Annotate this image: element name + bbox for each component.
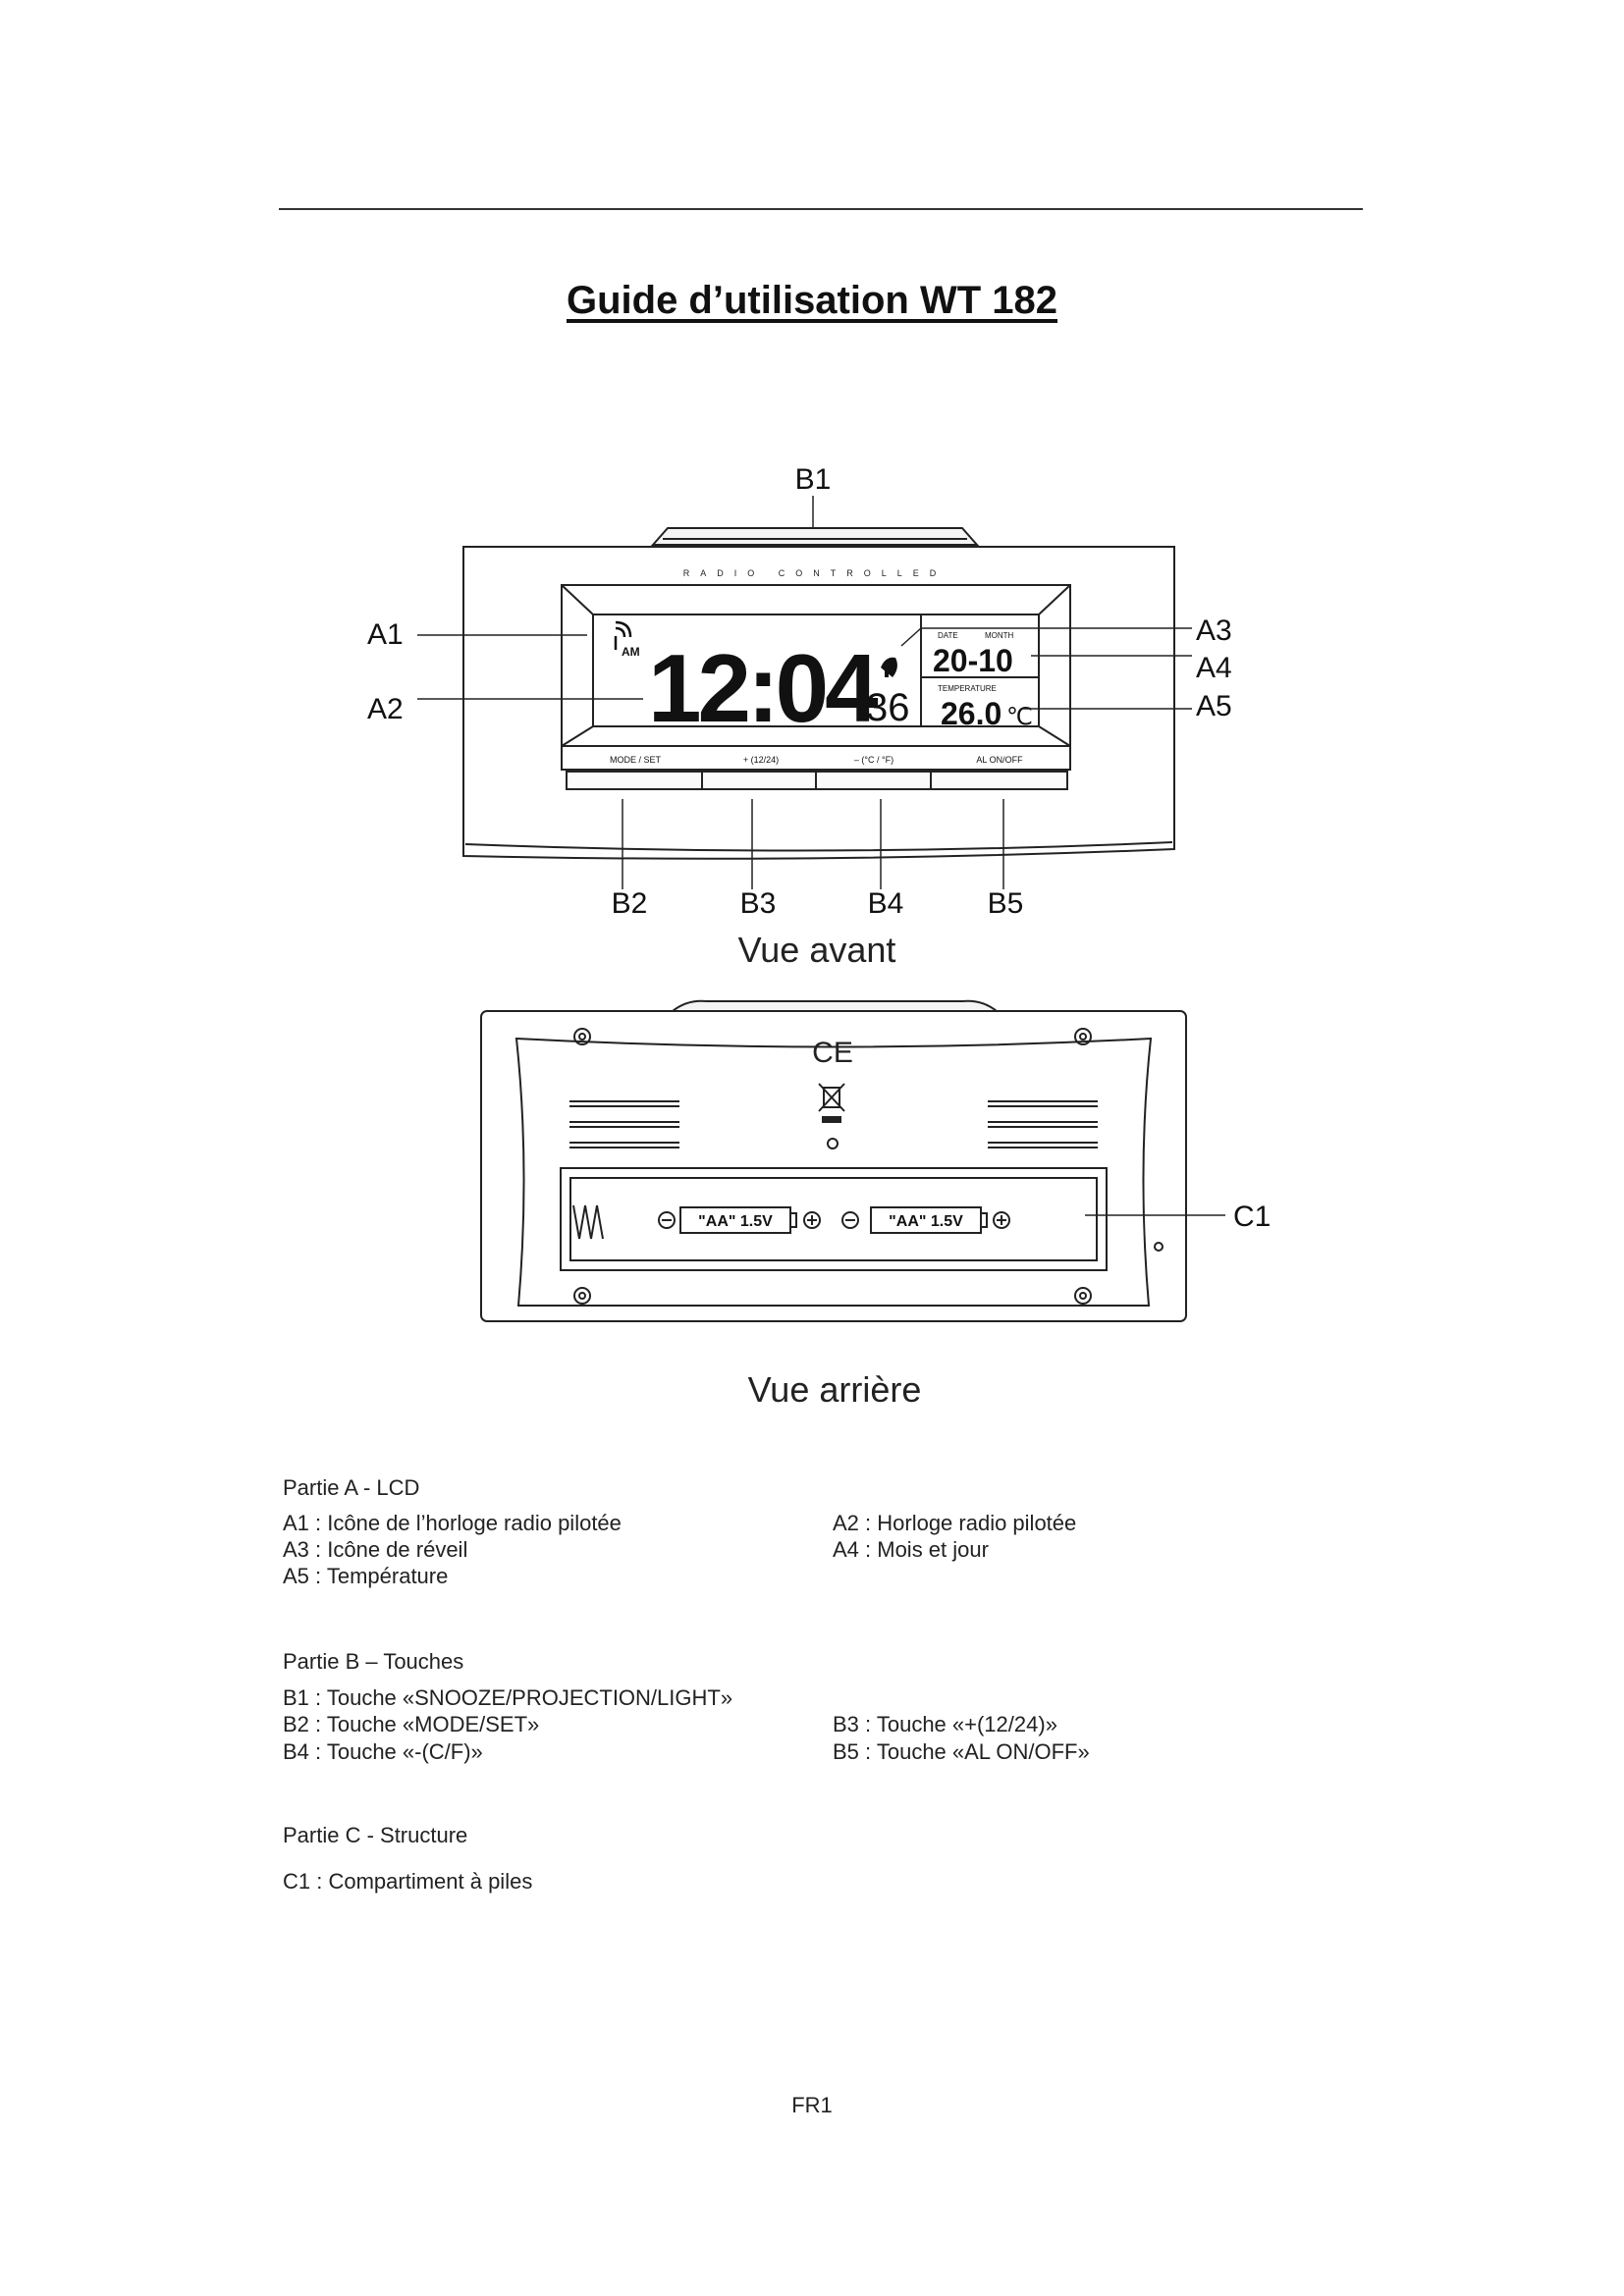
minus-button-label: – (°C / °F) — [853, 755, 894, 765]
seconds-digits: 36 — [866, 686, 910, 729]
callout-a3: A3 — [1196, 614, 1232, 647]
callout-c1: C1 — [1233, 1201, 1272, 1233]
ce-mark: CE — [812, 1037, 853, 1069]
callout-a4: A4 — [1196, 652, 1232, 684]
part-b-item-b5: B5 : Touche «AL ON/OFF» — [833, 1739, 1090, 1764]
document-title: Guide d’utilisation WT 182 — [566, 279, 1058, 322]
callout-a2: A2 — [367, 693, 404, 725]
date-label: DATE — [938, 631, 958, 640]
temperature-label: TEMPERATURE — [938, 684, 997, 693]
date-value: 20-10 — [933, 643, 1013, 678]
part-a-item-a4: A4 : Mois et jour — [833, 1537, 989, 1562]
temperature-value: 26.0 — [941, 696, 1002, 731]
temperature-unit: ℃ — [1006, 704, 1033, 730]
part-a-item-a5: A5 : Température — [283, 1564, 449, 1588]
part-b-item-b3: B3 : Touche «+(12/24)» — [833, 1712, 1057, 1736]
callout-a5: A5 — [1196, 690, 1232, 722]
part-a-item-a1: A1 : Icône de l’horloge radio pilotée — [283, 1511, 622, 1535]
part-a-title: Partie A - LCD — [283, 1475, 420, 1500]
back-view-caption: Vue arrière — [747, 1369, 922, 1410]
callout-b4: B4 — [867, 887, 904, 920]
part-b-item-b4: B4 : Touche «-(C/F)» — [283, 1739, 483, 1764]
callout-b1: B1 — [794, 463, 832, 496]
part-a-item-a3: A3 : Icône de réveil — [283, 1537, 468, 1562]
part-b-item-b2: B2 : Touche «MODE/SET» — [283, 1712, 540, 1736]
month-label: MONTH — [985, 631, 1014, 640]
part-b-title: Partie B – Touches — [283, 1649, 464, 1674]
plus-button-label: + (12/24) — [742, 755, 780, 765]
callout-b5: B5 — [987, 887, 1024, 920]
part-c-item-c1: C1 : Compartiment à piles — [283, 1869, 533, 1894]
part-a-item-a2: A2 : Horloge radio pilotée — [833, 1511, 1077, 1535]
time-digits: 12:04 — [648, 634, 875, 742]
alarm-onoff-button-label: AL ON/OFF — [976, 755, 1023, 765]
callout-a1: A1 — [367, 618, 404, 651]
am-indicator: AM — [622, 645, 640, 659]
callout-b3: B3 — [739, 887, 777, 920]
battery-label-1: "AA" 1.5V — [698, 1213, 773, 1230]
radio-controlled-label: RADIO CONTROLLED — [682, 568, 947, 578]
battery-label-2: "AA" 1.5V — [889, 1213, 963, 1230]
part-c-title: Partie C - Structure — [283, 1823, 468, 1847]
part-b-item-b1: B1 : Touche «SNOOZE/PROJECTION/LIGHT» — [283, 1685, 733, 1710]
callout-b2: B2 — [611, 887, 648, 920]
front-view-caption: Vue avant — [737, 930, 896, 970]
page-number: FR1 — [791, 2093, 833, 2117]
mode-set-button-label: MODE / SET — [609, 755, 662, 765]
